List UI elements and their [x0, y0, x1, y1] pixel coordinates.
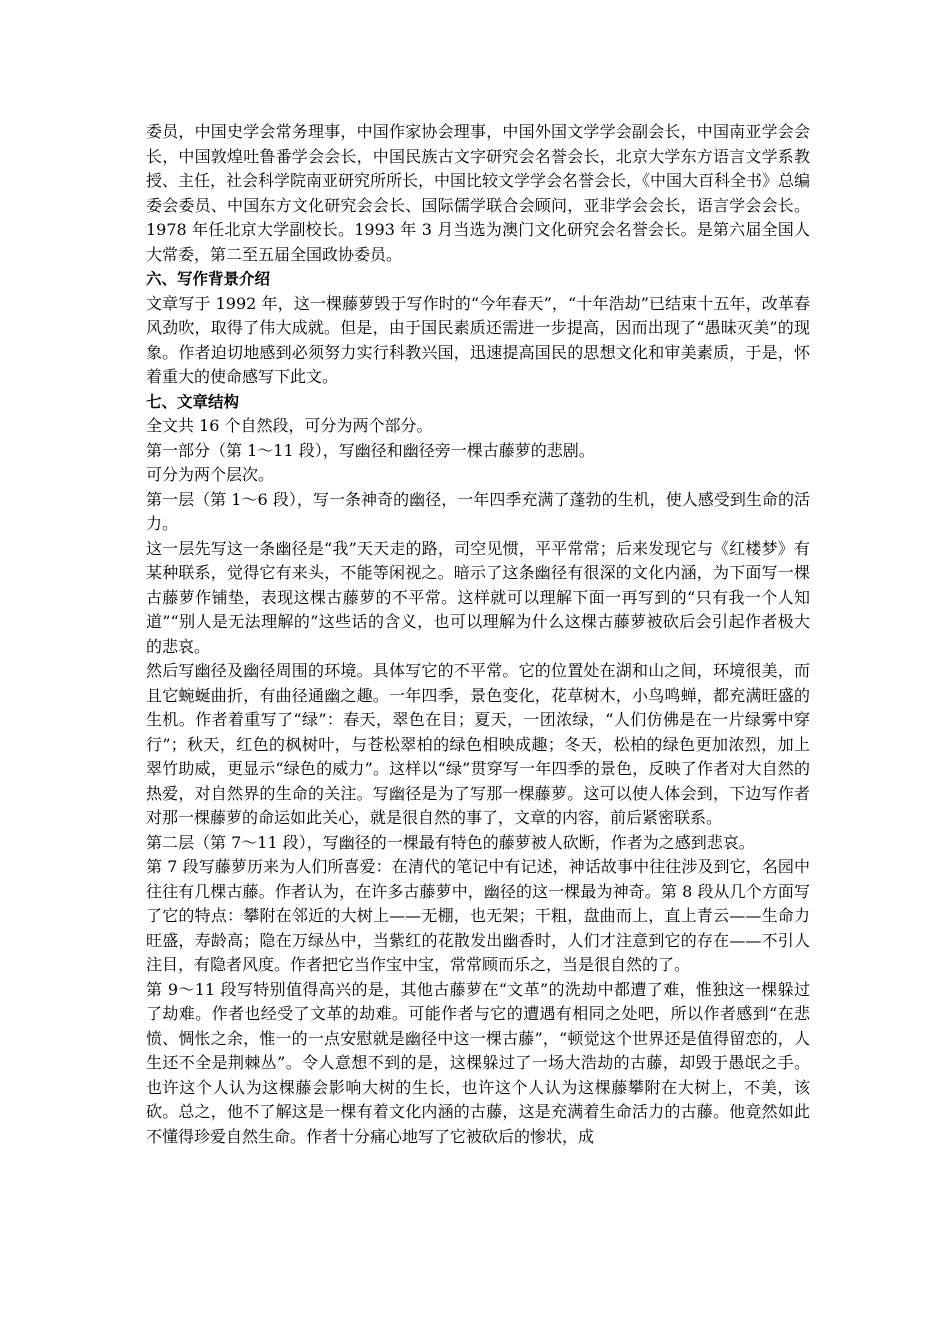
paragraph-structure-overview: 全文共 16 个自然段，可分为两个部分。: [146, 416, 433, 435]
paragraph-environment: 然后写幽径及幽径周围的环境。具体写它的不平常。它的位置处在湖和山之间，环境很美，而且它蜿蜒曲折，有曲径通幽之趣。一年四季，景色变化，花草树木，小鸟鸣蝉，都充满旺盛的生机。作者着重写了“绿”：春天，翠色在目；夏天，一团浓绿，“人们仿佛是在一片绿雾中穿行”；秋天，红色的枫树叶，与苍松翠柏的绿色相映成趣；冬天，松柏的绿色更加浓烈，加上翠竹助威，更显示“绿色的威力”。这样以“绿”贯穿写一年四季的景色，反映了作者对大自然的热爱，对自然界的生命的关注。写幽径是为了写那一棵藤萝。这可以使人体会到，下边写作者对那一棵藤萝的命运如此关心，就是很自然的事了，文章的内容，前后紧密联系。: [146, 661, 810, 827]
paragraph-layer-one-detail: 这一层先写这一条幽径是“我”天天走的路，司空见惯，平平常常；后来发现它与《红楼梦》有某种联系，觉得它有来头，不能等闲视之。暗示了这条幽径有很深的文化内涵，为下面写一棵古藤萝作铺垫，表现这棵古藤萝的不平常。这样就可以理解下面一再写到的“只有我一个人知道”“别人是无法理解的”这些话的含义，也可以理解为什么这棵古藤萝被砍后会引起作者极大的悲哀。: [146, 538, 810, 656]
paragraph-layer-two: 第二层（第 7～11 段），写幽径的一棵最有特色的藤萝被人砍断，作者为之感到悲哀。: [146, 832, 755, 852]
paragraph-part-one: 第一部分（第 1～11 段），写幽径和幽径旁一棵古藤萝的悲剧。: [146, 440, 595, 460]
paragraph-layer-one: 第一层（第 1～6 段），写一条神奇的幽径，一年四季充满了蓬勃的生机，使人感受到生命的活力。: [146, 489, 810, 533]
section-heading-writing-background: 六、写作背景介绍: [146, 270, 271, 288]
document-body: [146, 120, 810, 1149]
paragraph-section-seven-eight: 第 7 段写藤萝历来为人们所喜爱：在清代的笔记中有记述，神话故事中往往涉及到它，名园中往往有几棵古藤。作者认为，在许多古藤萝中，幽径的这一棵最为神奇。第 8 段从几个方面写了它的特点：攀附在邻近的大树上——无棚，也无架；干粗，盘曲而上，直上青云——生命力旺盛，寿龄高；隐在万绿丛中，当紫红的花散发出幽香时，人们才注意到它的存在——不引人注目，有隐者风度。作者把它当作宝中宝，常常顾而乐之，当是很自然的了。: [146, 857, 810, 974]
paragraph-section-nine-eleven: 第 9～11 段写特别值得高兴的是，其他古藤萝在“文革”的洗劫中都遭了难，惟独这一棵躲过了劫难。作者也经受了文革的劫难。可能作者与它的遭遇有相同之处吧，所以作者感到“在悲愤、惆怅之余，惟一的一点安慰就是幽径中这一棵古藤”，“顿觉这个世界还是值得留恋的，人生还不全是荆棘丛”。令人意想不到的是，这棵躲过了一场大浩劫的古藤，却毁于愚氓之手。也许这个人认为这棵藤会影响大树的生长，也许这个人认为这棵藤攀附在大树上，不美，该砍。总之，他不了解这是一棵有着文化内涵的古藤，这是充满着生命活力的古藤。他竟然如此不懂得珍爱自然生命。作者十分痛心地写了它被砍后的惨状，成: [146, 979, 810, 1146]
paragraph-biography-continued: 委员，中国史学会常务理事，中国作家协会理事，中国外国文学学会副会长，中国南亚学会会长，中国敦煌吐鲁番学会会长，中国民族古文字研究会名誉会长，北京大学东方语言文学系教授、主任，社会科学院南亚研究所所长，中国比较文学学会名誉会长，《中国大百科全书》总编委会委员、中国东方文化研究会会长、国际儒学联合会顾问，亚非学会会长，语言学会会长。1978 年任北京大学副校长。1993 年 3 月当选为澳门文化研究会名誉会长。是第六届全国人大常委，第二至五届全国政协委员。: [146, 122, 811, 264]
paragraph-writing-background: 文章写于 1992 年，这一棵藤萝毁于写作时的“今年春天”，“十年浩劫”已结束十五年，改革春风劲吹，取得了伟大成就。但是，由于国民素质还需进一步提高，因而出现了“愚昧灭美”的现象。作者迫切地感到必须努力实行科教兴国，迅速提高国民的思想文化和审美素质，于是，怀着重大的使命感写下此文。: [146, 293, 810, 386]
paragraph-two-layers: 可分为两个层次。: [146, 465, 275, 484]
section-heading-structure: 七、文章结构: [146, 392, 240, 411]
